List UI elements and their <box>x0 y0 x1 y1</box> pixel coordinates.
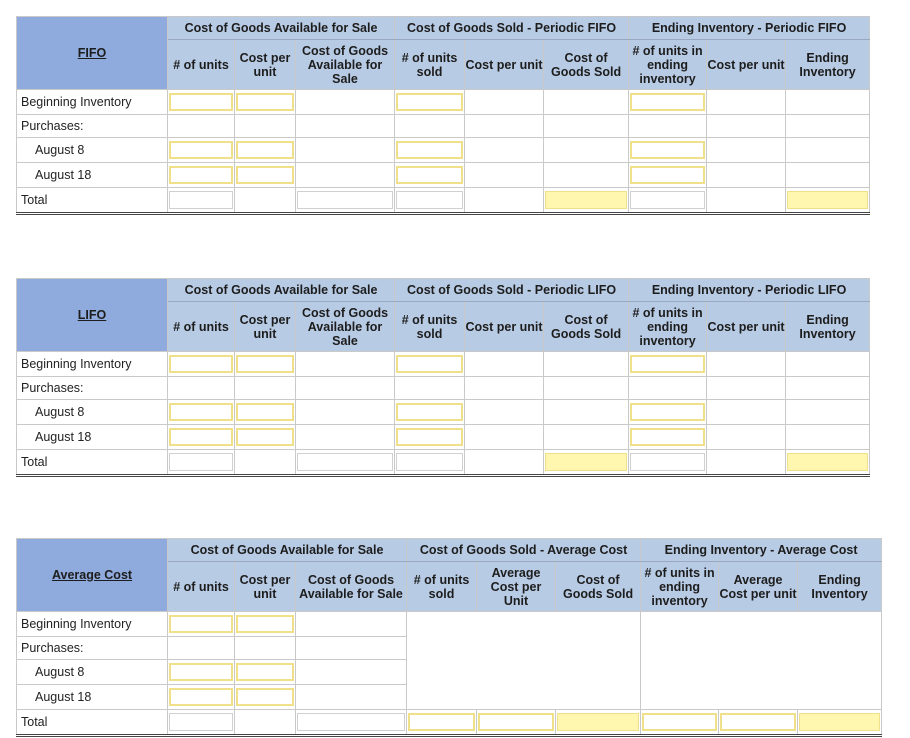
row-label: August 18 <box>17 685 168 710</box>
cell <box>544 400 629 425</box>
cell <box>786 115 870 138</box>
cell <box>465 450 544 476</box>
input-cell[interactable] <box>630 428 705 446</box>
input-cell[interactable] <box>169 141 233 159</box>
input-cell[interactable] <box>169 355 233 373</box>
input-cell[interactable] <box>630 166 705 184</box>
table-row <box>17 138 870 163</box>
cell <box>786 138 870 163</box>
ending-inventory-total-cell[interactable] <box>799 713 880 731</box>
cogs-cost-per-unit-header: Cost per unit <box>465 40 544 90</box>
input-cell[interactable] <box>408 713 475 731</box>
input-cell[interactable] <box>236 403 294 421</box>
cell <box>544 377 629 400</box>
cell <box>395 115 465 138</box>
input-cell[interactable] <box>720 713 796 731</box>
table-row <box>17 612 882 637</box>
units-sold-header: # of units sold <box>395 302 465 352</box>
row-label: August 18 <box>17 163 168 188</box>
row-label: Purchases: <box>17 115 168 138</box>
cell <box>296 377 395 400</box>
input-cell[interactable] <box>642 713 717 731</box>
input-cell[interactable] <box>169 713 233 731</box>
cogs-blank-area <box>407 612 641 710</box>
ei-cost-per-unit-header: Average Cost per unit <box>719 562 798 612</box>
units-header: # of units <box>168 302 235 352</box>
input-cell[interactable] <box>169 403 233 421</box>
cell <box>465 377 544 400</box>
total-row <box>17 450 870 476</box>
input-cell[interactable] <box>236 663 294 681</box>
cell <box>629 377 707 400</box>
row-label: Beginning Inventory <box>17 90 168 115</box>
ending-inventory-group-header: Ending Inventory - Average Cost <box>641 539 882 562</box>
input-cell[interactable] <box>236 428 294 446</box>
row-label: August 8 <box>17 138 168 163</box>
cogs-total-cell[interactable] <box>557 713 639 731</box>
row-label: Total <box>17 188 168 214</box>
cell <box>707 377 786 400</box>
cell <box>168 377 235 400</box>
cell <box>296 612 407 637</box>
input-cell[interactable] <box>630 93 705 111</box>
input-cell[interactable] <box>236 355 294 373</box>
cell <box>465 115 544 138</box>
row-label: Total <box>17 450 168 476</box>
row-label: August 8 <box>17 400 168 425</box>
ending-inventory-header: Ending Inventory <box>798 562 882 612</box>
cell <box>296 90 395 115</box>
row-label: August 18 <box>17 425 168 450</box>
ending-inventory-group-header: Ending Inventory - Periodic FIFO <box>629 17 870 40</box>
table-row <box>17 163 870 188</box>
input-cell[interactable] <box>169 663 233 681</box>
method-title: FIFO <box>17 17 168 90</box>
cell <box>707 425 786 450</box>
cell <box>629 115 707 138</box>
fifo-table <box>16 16 870 215</box>
ending-inventory-total-cell[interactable] <box>787 191 868 209</box>
input-cell[interactable] <box>297 713 405 731</box>
ending-inventory-total-cell[interactable] <box>787 453 868 471</box>
units-header: # of units <box>168 40 235 90</box>
cogs-header: Cost of Goods Sold <box>544 40 629 90</box>
ending-inventory-header: Ending Inventory <box>786 302 870 352</box>
units-sold-header: # of units sold <box>395 40 465 90</box>
input-cell[interactable] <box>630 453 705 471</box>
cogs-cost-per-unit-header: Average Cost per Unit <box>477 562 556 612</box>
cogas-group-header: Cost of Goods Available for Sale <box>168 279 395 302</box>
cell <box>786 425 870 450</box>
row-label: Purchases: <box>17 377 168 400</box>
cell <box>544 115 629 138</box>
cell <box>465 352 544 377</box>
cell <box>707 163 786 188</box>
cell <box>786 377 870 400</box>
table-row <box>17 115 870 138</box>
lifo-table <box>16 278 870 477</box>
cost-per-unit-header: Cost per unit <box>235 562 296 612</box>
cell <box>296 685 407 710</box>
input-cell[interactable] <box>169 688 233 706</box>
cell <box>168 115 235 138</box>
cell <box>465 425 544 450</box>
cell <box>707 188 786 214</box>
input-cell[interactable] <box>236 688 294 706</box>
cell <box>786 352 870 377</box>
cogas-header: Cost of Goods Available for Sale <box>296 302 395 352</box>
ei-cost-per-unit-header: Cost per unit <box>707 302 786 352</box>
cell <box>235 377 296 400</box>
input-cell[interactable] <box>297 453 393 471</box>
cogs-group-header: Cost of Goods Sold - Periodic LIFO <box>395 279 629 302</box>
cell <box>235 637 296 660</box>
cell <box>235 115 296 138</box>
cell <box>707 352 786 377</box>
cell <box>235 710 296 736</box>
table-row <box>17 90 870 115</box>
units-sold-header: # of units sold <box>407 562 477 612</box>
cell <box>544 352 629 377</box>
method-title: Average Cost <box>17 539 168 612</box>
input-cell[interactable] <box>396 166 463 184</box>
cogs-group-header: Cost of Goods Sold - Periodic FIFO <box>395 17 629 40</box>
input-cell[interactable] <box>396 453 463 471</box>
ending-inventory-header: Ending Inventory <box>786 40 870 90</box>
row-label: Purchases: <box>17 637 168 660</box>
cell <box>395 377 465 400</box>
input-cell[interactable] <box>396 355 463 373</box>
average-cost-table <box>16 538 882 737</box>
input-cell[interactable] <box>396 191 463 209</box>
input-cell[interactable] <box>169 428 233 446</box>
cogas-group-header: Cost of Goods Available for Sale <box>168 539 407 562</box>
cell <box>786 90 870 115</box>
cell <box>544 90 629 115</box>
cost-per-unit-header: Cost per unit <box>235 302 296 352</box>
cell <box>465 138 544 163</box>
total-row <box>17 710 882 736</box>
input-cell[interactable] <box>396 93 463 111</box>
cell <box>786 400 870 425</box>
cell <box>296 400 395 425</box>
input-cell[interactable] <box>630 191 705 209</box>
cost-per-unit-header: Cost per unit <box>235 40 296 90</box>
cell <box>544 425 629 450</box>
cell <box>707 400 786 425</box>
input-cell[interactable] <box>169 166 233 184</box>
input-cell[interactable] <box>236 615 294 633</box>
cell <box>544 163 629 188</box>
row-label: August 8 <box>17 660 168 685</box>
cell <box>707 450 786 476</box>
cell <box>235 188 296 214</box>
units-ending-header: # of units in ending inventory <box>629 302 707 352</box>
cell <box>465 90 544 115</box>
cell <box>465 400 544 425</box>
row-label: Beginning Inventory <box>17 352 168 377</box>
total-row <box>17 188 870 214</box>
cogs-total-cell[interactable] <box>545 191 627 209</box>
input-cell[interactable] <box>297 191 393 209</box>
cell <box>296 115 395 138</box>
units-ending-header: # of units in ending inventory <box>641 562 719 612</box>
cell <box>296 637 407 660</box>
input-cell[interactable] <box>169 93 233 111</box>
cogs-total-cell[interactable] <box>545 453 627 471</box>
cogas-header: Cost of Goods Available for Sale <box>296 40 395 90</box>
cell <box>296 138 395 163</box>
input-cell[interactable] <box>169 453 233 471</box>
input-cell[interactable] <box>630 355 705 373</box>
cell <box>296 163 395 188</box>
row-label: Beginning Inventory <box>17 612 168 637</box>
cell <box>296 352 395 377</box>
input-cell[interactable] <box>630 141 705 159</box>
cogas-header: Cost of Goods Available for Sale <box>296 562 407 612</box>
cell <box>168 637 235 660</box>
cell <box>544 138 629 163</box>
ending-inventory-blank-area <box>641 612 882 710</box>
cell <box>465 188 544 214</box>
cell <box>296 425 395 450</box>
cogs-cost-per-unit-header: Cost per unit <box>465 302 544 352</box>
input-cell[interactable] <box>169 615 233 633</box>
method-title: LIFO <box>17 279 168 352</box>
cogs-group-header: Cost of Goods Sold - Average Cost <box>407 539 641 562</box>
input-cell[interactable] <box>396 428 463 446</box>
cogs-header: Cost of Goods Sold <box>556 562 641 612</box>
cell <box>296 660 407 685</box>
table-row <box>17 377 870 400</box>
row-label: Total <box>17 710 168 736</box>
input-cell[interactable] <box>396 403 463 421</box>
table-row <box>17 352 870 377</box>
units-header: # of units <box>168 562 235 612</box>
ending-inventory-group-header: Ending Inventory - Periodic LIFO <box>629 279 870 302</box>
cogas-group-header: Cost of Goods Available for Sale <box>168 17 395 40</box>
cogs-header: Cost of Goods Sold <box>544 302 629 352</box>
cell <box>707 115 786 138</box>
input-cell[interactable] <box>630 403 705 421</box>
input-cell[interactable] <box>396 141 463 159</box>
cell <box>707 90 786 115</box>
input-cell[interactable] <box>478 713 554 731</box>
ei-cost-per-unit-header: Cost per unit <box>707 40 786 90</box>
cell <box>465 163 544 188</box>
cell <box>707 138 786 163</box>
cell <box>235 450 296 476</box>
input-cell[interactable] <box>236 141 294 159</box>
units-ending-header: # of units in ending inventory <box>629 40 707 90</box>
input-cell[interactable] <box>169 191 233 209</box>
cell <box>786 163 870 188</box>
table-row <box>17 400 870 425</box>
input-cell[interactable] <box>236 166 294 184</box>
table-row <box>17 425 870 450</box>
input-cell[interactable] <box>236 93 294 111</box>
